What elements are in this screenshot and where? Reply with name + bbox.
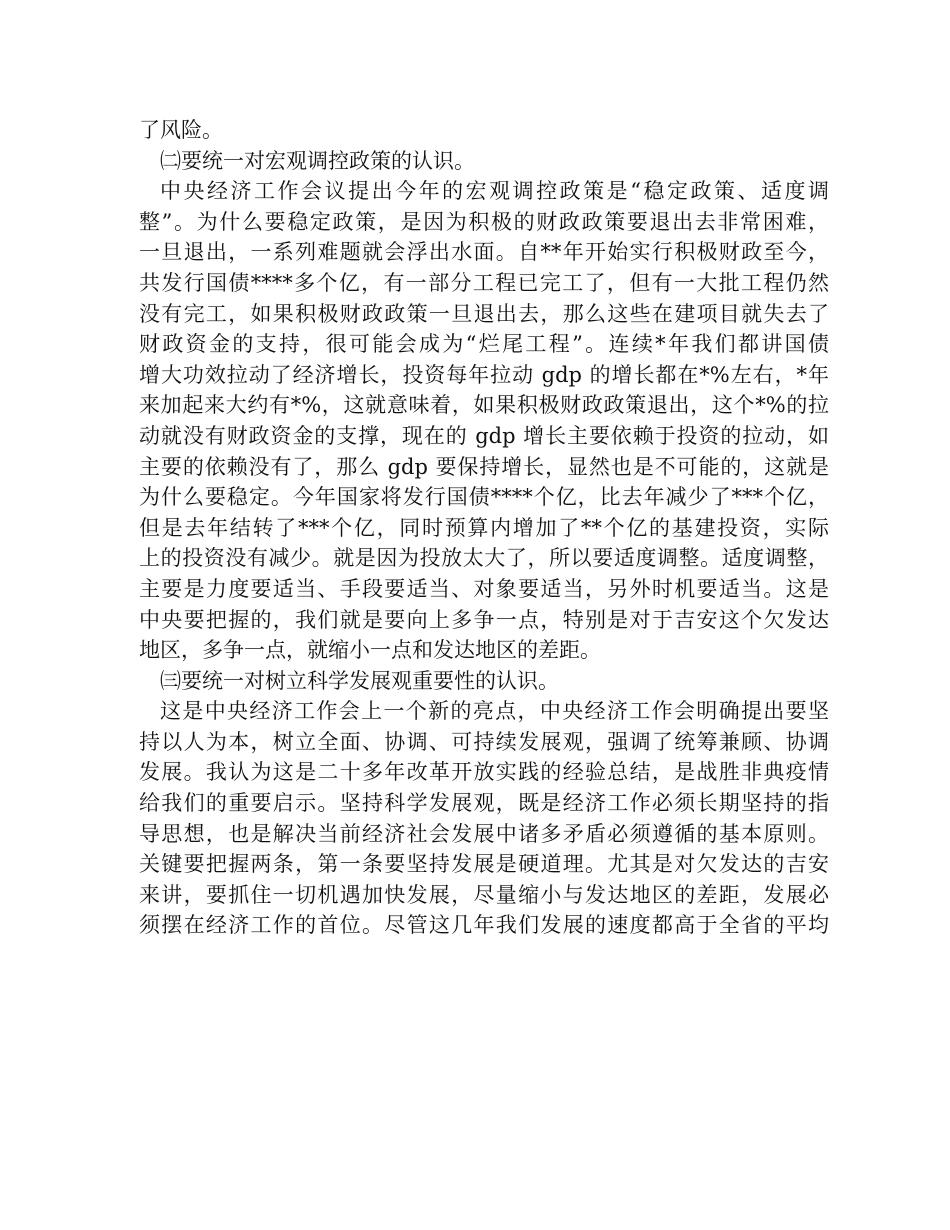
text-line: 主要的依赖没有了，那么 gdp 要保持增长，显然也是不可能的，这就是: [139, 454, 829, 479]
text-line: ㈢要统一对树立科学发展观重要性的认识。: [160, 668, 559, 693]
text-line: ㈡要统一对宏观调控政策的认识。: [160, 148, 475, 173]
text-line: 来讲，要抓住一切机遇加快发展，尽量缩小与发达地区的差距，发展必: [139, 882, 829, 907]
text-line: 持以人为本，树立全面、协调、可持续发展观，强调了统筹兼顾、协调: [139, 729, 829, 754]
text-line: 中央要把握的，我们就是要向上多争一点，特别是对于吉安这个欠发达: [139, 607, 829, 632]
text-line: 地区，多争一点，就缩小一点和发达地区的差距。: [139, 638, 601, 663]
text-line: 没有完工，如果积极财政政策一旦退出去，那么这些在建项目就失去了: [139, 301, 829, 326]
text-line: 中央经济工作会议提出今年的宏观调控政策是“稳定政策、适度调: [160, 179, 829, 204]
text-line: 来加起来大约有*%，这就意味着，如果积极财政政策退出，这个*%的拉: [139, 393, 829, 418]
text-line: 但是去年结转了***个亿，同时预算内增加了**个亿的基建投资，实际: [139, 515, 829, 540]
text-line: 增大功效拉动了经济增长，投资每年拉动 gdp 的增长都在*%左右，*年: [139, 362, 829, 387]
document-body: [139, 115, 829, 941]
text-line: 一旦退出，一系列难题就会浮出水面。自**年开始实行积极财政至今，: [139, 240, 829, 265]
text-line: 给我们的重要启示。坚持科学发展观，既是经济工作必须长期坚持的指: [139, 791, 829, 816]
text-line: 共发行国债****多个亿，有一部分工程已完工了，但有一大批工程仍然: [139, 270, 829, 295]
text-line: 动就没有财政资金的支撑，现在的 gdp 增长主要依赖于投资的拉动，如: [139, 423, 829, 448]
text-line: 整”。为什么要稳定政策，是因为积极的财政政策要退出去非常困难，: [139, 209, 829, 234]
text-line: 财政资金的支持，很可能会成为“烂尾工程”。连续*年我们都讲国债: [139, 332, 829, 357]
text-line: 这是中央经济工作会上一个新的亮点，中央经济工作会明确提出要坚: [160, 699, 829, 724]
text-line: 须摆在经济工作的首位。尽管这几年我们发展的速度都高于全省的平均: [139, 913, 829, 938]
text-line: 关键要把握两条，第一条要坚持发展是硬道理。尤其是对欠发达的吉安: [139, 852, 829, 877]
text-line: 了风险。: [139, 118, 223, 142]
text-line: 发展。我认为这是二十多年改革开放实践的经验总结，是战胜非典疫情: [139, 760, 829, 785]
text-line: 为什么要稳定。今年国家将发行国债****个亿，比去年减少了***个亿，: [139, 485, 829, 510]
text-line: 主要是力度要适当、手段要适当、对象要适当，另外时机要适当。这是: [139, 576, 829, 601]
text-line: 导思想，也是解决当前经济社会发展中诸多矛盾必须遵循的基本原则。: [139, 821, 829, 846]
text-line: 上的投资没有减少。就是因为投放太大了，所以要适度调整。适度调整，: [139, 546, 829, 571]
